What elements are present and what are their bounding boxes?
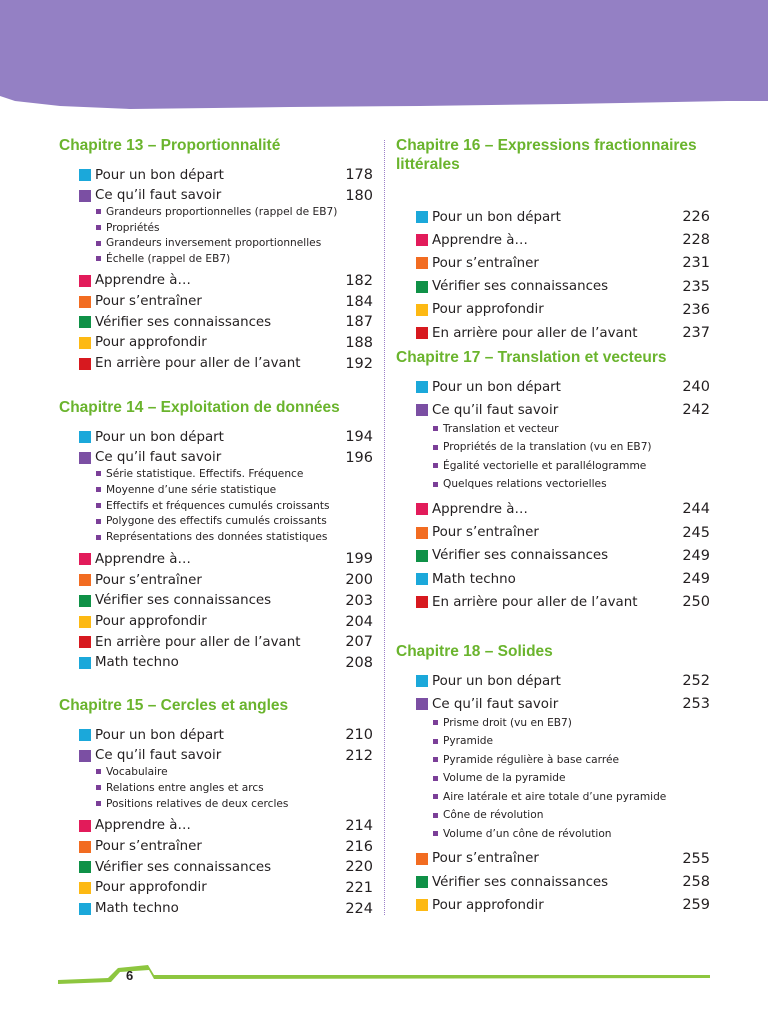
toc-entry-pour-s-entrainer[interactable] <box>79 292 373 312</box>
entry-label: En arrière pour aller de l’avant <box>95 634 301 650</box>
green-square-icon <box>79 861 91 873</box>
entry-label: Ce qu’il faut savoir <box>95 748 222 764</box>
subtopic-label: Relations entre angles et arcs <box>106 781 264 794</box>
entry-label: Vérifier ses connaissances <box>432 279 609 295</box>
entry-page-number: 194 <box>345 429 373 445</box>
subtopic-label: Aire latérale et aire totale d’une pyramide <box>443 790 667 803</box>
entry-page-number: 192 <box>345 355 373 372</box>
yellow-square-icon <box>416 899 428 911</box>
entry-label: Pour s’entraîner <box>432 525 539 541</box>
entry-page-number: 204 <box>345 613 373 630</box>
cyan-square-icon <box>416 381 428 393</box>
chapter-17 <box>396 348 710 611</box>
purple-square-icon <box>416 404 428 416</box>
yellow-square-icon <box>79 616 91 628</box>
entry-page-number: 196 <box>345 449 373 466</box>
toc-entry-pour-approfondir[interactable] <box>79 612 373 632</box>
entry-page-number: 253 <box>682 696 710 713</box>
subtopic-item[interactable] <box>433 752 619 767</box>
entry-page-number: 252 <box>682 673 710 689</box>
entry-page-number: 182 <box>345 272 373 289</box>
entry-label: En arrière pour aller de l’avant <box>432 325 638 341</box>
pink-square-icon <box>79 820 91 832</box>
orange-square-icon <box>416 527 428 539</box>
entry-page-number: 200 <box>345 572 373 589</box>
purple-bullet-icon <box>433 757 438 762</box>
subtopic-item[interactable] <box>433 458 646 473</box>
entry-label: Math techno <box>95 655 179 671</box>
orange-square-icon <box>79 296 91 308</box>
entry-page-number: 242 <box>682 402 710 419</box>
toc-entry-en-arriere-pour-aller-de-l-avant[interactable] <box>416 323 710 343</box>
chapter-title[interactable]: Chapitre 14 – Exploitation de données <box>59 399 340 416</box>
toc-entry-verifier-ses-connaissances[interactable] <box>416 277 710 297</box>
chapter-13 <box>59 136 373 372</box>
toc-entry-en-arriere-pour-aller-de-l-avant[interactable] <box>416 592 710 612</box>
entry-label: Ce qu’il faut savoir <box>95 188 222 204</box>
entry-label: Pour un bon départ <box>95 429 224 445</box>
purple-bullet-icon <box>433 831 438 836</box>
entry-page-number: 255 <box>682 850 710 867</box>
entry-label: Pour un bon départ <box>432 209 561 225</box>
subtopic-label: Volume de la pyramide <box>443 772 566 785</box>
toc-entry-verifier-ses-connaissances[interactable] <box>79 857 373 877</box>
subtopic-item[interactable] <box>433 771 566 786</box>
red-square-icon <box>416 596 428 608</box>
toc-entry-pour-s-entrainer[interactable] <box>79 837 373 857</box>
subtopic-label: Volume d’un cône de révolution <box>443 827 612 840</box>
subtopic-item[interactable] <box>96 498 330 513</box>
subtopic-label: Polygone des effectifs cumulés croissants <box>106 515 327 528</box>
entry-label: Pour s’entraîner <box>95 839 202 854</box>
cyan-square-icon <box>79 903 91 915</box>
entry-label: Pour un bon départ <box>95 167 224 183</box>
entry-page-number: 212 <box>345 747 373 764</box>
subtopic-item[interactable] <box>433 826 612 841</box>
subtopic-item[interactable] <box>96 780 264 795</box>
purple-bullet-icon <box>433 776 438 781</box>
purple-bullet-icon <box>96 209 101 214</box>
entry-label: Math techno <box>432 571 516 587</box>
pink-square-icon <box>79 275 91 287</box>
entry-label: Pour un bon départ <box>432 673 561 689</box>
entry-label: Pour s’entraîner <box>432 851 539 867</box>
entry-page-number: 214 <box>345 817 373 834</box>
purple-bullet-icon <box>433 739 438 744</box>
toc-entry-apprendre-a[interactable] <box>416 499 710 519</box>
green-square-icon <box>79 316 91 328</box>
pink-square-icon <box>79 553 91 565</box>
subtopic-label: Série statistique. Effectifs. Fréquence <box>106 467 304 480</box>
page-number: 6 <box>126 968 134 983</box>
cyan-square-icon <box>416 211 428 223</box>
toc-entry-pour-un-bon-depart[interactable] <box>79 725 373 745</box>
footer-swoosh <box>0 955 768 995</box>
toc-entry-pour-s-entrainer[interactable] <box>79 570 373 590</box>
subtopic-label: Effectifs et fréquences cumulés croissants <box>106 499 330 512</box>
subtopic-label: Échelle (rappel de EB7) <box>106 252 231 265</box>
subtopic-item[interactable] <box>96 764 168 779</box>
subtopic-item[interactable] <box>433 808 543 823</box>
entry-page-number: 210 <box>345 727 373 743</box>
purple-bullet-icon <box>96 785 101 790</box>
entry-page-number: 178 <box>345 167 373 183</box>
entry-page-number: 237 <box>682 325 710 341</box>
subtopic-item[interactable] <box>433 734 493 749</box>
purple-bullet-icon <box>433 426 438 431</box>
toc-entry-pour-s-entrainer[interactable] <box>416 253 710 273</box>
purple-bullet-icon <box>96 535 101 540</box>
purple-bullet-icon <box>433 794 438 799</box>
purple-square-icon <box>79 750 91 762</box>
entry-label: Ce qu’il faut savoir <box>432 402 559 418</box>
toc-entry-ce-qu-il-faut-savoir[interactable] <box>79 448 373 468</box>
purple-bullet-icon <box>433 813 438 818</box>
purple-square-icon <box>79 190 91 202</box>
toc-entry-en-arriere-pour-aller-de-l-avant[interactable] <box>79 354 373 374</box>
subtopic-item[interactable] <box>96 236 321 251</box>
chapter-18 <box>396 642 710 914</box>
entry-page-number: 224 <box>345 900 373 917</box>
orange-square-icon <box>79 574 91 586</box>
entry-label: Pour approfondir <box>95 614 207 629</box>
subtopic-item[interactable] <box>96 482 276 497</box>
purple-square-icon <box>416 698 428 710</box>
entry-page-number: 259 <box>682 897 710 914</box>
entry-label: Pour s’entraîner <box>95 572 202 588</box>
toc-entry-pour-s-entrainer[interactable] <box>416 523 710 543</box>
toc-entry-math-techno[interactable] <box>79 899 373 919</box>
toc-entry-pour-un-bon-depart[interactable] <box>79 165 373 185</box>
purple-bullet-icon <box>433 720 438 725</box>
chapter-title[interactable]: Chapitre 13 – Proportionnalité <box>59 137 281 154</box>
entry-page-number: 184 <box>345 293 373 310</box>
green-square-icon <box>79 595 91 607</box>
cyan-square-icon <box>79 431 91 443</box>
entry-page-number: 235 <box>682 278 710 295</box>
pink-square-icon <box>416 503 428 515</box>
cyan-square-icon <box>79 729 91 741</box>
toc-entry-pour-un-bon-depart[interactable] <box>416 377 710 397</box>
entry-page-number: 221 <box>345 879 373 896</box>
toc-entry-pour-approfondir[interactable] <box>416 300 710 320</box>
toc-entry-pour-approfondir[interactable] <box>416 895 710 915</box>
entry-label: Apprendre à… <box>95 273 191 289</box>
subtopic-item[interactable] <box>96 466 303 481</box>
subtopic-label: Représentations des données statistiques <box>106 531 328 544</box>
entry-label: Pour un bon départ <box>95 727 224 743</box>
entry-label: Pour approfondir <box>95 880 207 896</box>
subtopic-label: Moyenne d’une série statistique <box>106 483 277 496</box>
cyan-square-icon <box>416 573 428 585</box>
green-square-icon <box>416 550 428 562</box>
entry-label: Apprendre à… <box>432 232 528 248</box>
chapter-16 <box>396 136 710 341</box>
entry-page-number: 228 <box>682 232 710 249</box>
subtopic-label: Vocabulaire <box>106 765 168 778</box>
yellow-square-icon <box>79 882 91 894</box>
subtopic-label: Positions relatives de deux cercles <box>106 797 289 810</box>
purple-bullet-icon <box>96 769 101 774</box>
entry-page-number: 258 <box>682 874 710 891</box>
purple-square-icon <box>79 452 91 464</box>
entry-label: En arrière pour aller de l’avant <box>432 594 638 610</box>
entry-label: Vérifier ses connaissances <box>95 859 272 875</box>
toc-entry-verifier-ses-connaissances[interactable] <box>416 872 710 892</box>
subtopic-label: Quelques relations vectorielles <box>443 478 607 491</box>
toc-entry-pour-un-bon-depart[interactable] <box>416 207 710 227</box>
entry-label: Vérifier ses connaissances <box>95 593 272 609</box>
subtopic-item[interactable] <box>433 715 572 730</box>
toc-entry-math-techno[interactable] <box>416 569 710 589</box>
subtopic-label: Propriétés <box>106 221 160 234</box>
purple-bullet-icon <box>96 241 101 246</box>
entry-page-number: 203 <box>345 592 373 609</box>
entry-label: Math techno <box>95 901 179 917</box>
entry-page-number: 180 <box>345 187 373 204</box>
subtopic-label: Pyramide <box>443 735 494 748</box>
entry-page-number: 249 <box>682 547 710 564</box>
entry-page-number: 245 <box>682 524 710 541</box>
toc-entry-apprendre-a[interactable] <box>79 271 373 291</box>
chapter-15 <box>59 696 373 917</box>
entry-label: Pour approfondir <box>95 335 207 351</box>
toc-entry-ce-qu-il-faut-savoir[interactable] <box>416 694 710 714</box>
entry-page-number: 220 <box>345 859 373 876</box>
subtopic-label: Égalité vectorielle et parallélogramme <box>443 459 647 472</box>
entry-page-number: 226 <box>682 209 710 225</box>
entry-page-number: 216 <box>345 838 373 855</box>
entry-label: Pour un bon départ <box>432 379 561 395</box>
purple-bullet-icon <box>96 801 101 806</box>
purple-bullet-icon <box>433 463 438 468</box>
orange-square-icon <box>416 257 428 269</box>
cyan-square-icon <box>416 675 428 687</box>
subtopic-label: Prisme droit (vu en EB7) <box>443 716 572 729</box>
toc-entry-apprendre-a[interactable] <box>79 816 373 836</box>
toc-entry-ce-qu-il-faut-savoir[interactable] <box>416 400 710 420</box>
entry-label: En arrière pour aller de l’avant <box>95 356 301 372</box>
subtopic-item[interactable] <box>96 251 230 266</box>
subtopic-item[interactable] <box>96 514 327 529</box>
yellow-square-icon <box>416 304 428 316</box>
purple-bullet-icon <box>96 471 101 476</box>
red-square-icon <box>79 358 91 370</box>
subtopic-item[interactable] <box>433 477 607 492</box>
toc-entry-pour-s-entrainer[interactable] <box>416 849 710 869</box>
cyan-square-icon <box>79 169 91 181</box>
entry-label: Apprendre à… <box>432 501 528 517</box>
entry-page-number: 240 <box>682 379 710 395</box>
entry-label: Ce qu’il faut savoir <box>95 450 222 466</box>
entry-label: Pour approfondir <box>432 897 544 913</box>
entry-page-number: 244 <box>682 501 710 518</box>
chapter-14 <box>59 398 373 671</box>
subtopic-label: Grandeurs inversement proportionnelles <box>106 237 322 250</box>
green-square-icon <box>416 281 428 293</box>
orange-square-icon <box>416 853 428 865</box>
pink-square-icon <box>416 234 428 246</box>
subtopic-label: Pyramide régulière à base carrée <box>443 753 619 766</box>
subtopic-label: Translation et vecteur <box>443 422 559 435</box>
toc-entry-pour-approfondir[interactable] <box>79 333 373 353</box>
purple-bullet-icon <box>96 503 101 508</box>
toc-entry-en-arriere-pour-aller-de-l-avant[interactable] <box>79 632 373 652</box>
entry-label: Apprendre à… <box>95 818 191 834</box>
subtopic-item[interactable] <box>96 796 288 811</box>
cyan-square-icon <box>79 657 91 669</box>
purple-bullet-icon <box>433 445 438 450</box>
purple-bullet-icon <box>433 482 438 487</box>
toc-entry-verifier-ses-connaissances[interactable] <box>79 591 373 611</box>
subtopic-label: Grandeurs proportionnelles (rappel de EB7) <box>106 205 338 218</box>
subtopic-item[interactable] <box>96 220 160 235</box>
entry-page-number: 249 <box>682 571 710 587</box>
toc-entry-verifier-ses-connaissances[interactable] <box>416 546 710 566</box>
entry-page-number: 236 <box>682 301 710 318</box>
entry-page-number: 231 <box>682 255 710 272</box>
subtopic-label: Cône de révolution <box>443 809 544 822</box>
chapter-title[interactable]: Chapitre 17 – Translation et vecteurs <box>396 349 667 366</box>
column-divider <box>384 140 385 915</box>
entry-page-number: 250 <box>682 594 710 611</box>
purple-bullet-icon <box>96 256 101 261</box>
entry-page-number: 199 <box>345 551 373 568</box>
subtopic-item[interactable] <box>433 440 652 455</box>
chapter-title[interactable]: Chapitre 16 – Expressions fractionnaires littérales <box>396 137 697 173</box>
toc-entry-verifier-ses-connaissances[interactable] <box>79 312 373 332</box>
orange-square-icon <box>79 841 91 853</box>
purple-bullet-icon <box>96 519 101 524</box>
entry-page-number: 207 <box>345 634 373 651</box>
subtopic-item[interactable] <box>96 204 337 219</box>
yellow-square-icon <box>79 337 91 349</box>
header-banner <box>0 0 768 115</box>
purple-bullet-icon <box>96 487 101 492</box>
toc-entry-pour-un-bon-depart[interactable] <box>79 427 373 447</box>
entry-label: Pour s’entraîner <box>432 255 539 271</box>
toc-entry-ce-qu-il-faut-savoir[interactable] <box>79 186 373 206</box>
entry-label: Vérifier ses connaissances <box>432 548 609 564</box>
green-square-icon <box>416 876 428 888</box>
entry-label: Ce qu’il faut savoir <box>432 696 559 712</box>
subtopic-item[interactable] <box>96 530 327 545</box>
subtopic-label: Propriétés de la translation (vu en EB7) <box>443 441 652 454</box>
toc-entry-pour-approfondir[interactable] <box>79 878 373 898</box>
toc-entry-math-techno[interactable] <box>79 653 373 673</box>
toc-entry-ce-qu-il-faut-savoir[interactable] <box>79 746 373 766</box>
entry-label: Apprendre à… <box>95 551 191 567</box>
entry-label: Pour s’entraîner <box>95 294 202 309</box>
subtopic-item[interactable] <box>433 789 666 804</box>
entry-page-number: 187 <box>345 314 373 331</box>
chapter-title[interactable]: Chapitre 15 – Cercles et angles <box>59 697 289 714</box>
toc-entry-pour-un-bon-depart[interactable] <box>416 671 710 691</box>
toc-entry-apprendre-a[interactable] <box>416 230 710 250</box>
subtopic-item[interactable] <box>433 421 558 436</box>
toc-entry-apprendre-a[interactable] <box>79 549 373 569</box>
entry-label: Vérifier ses connaissances <box>95 314 272 330</box>
entry-page-number: 208 <box>345 654 373 671</box>
purple-bullet-icon <box>96 225 101 230</box>
entry-label: Pour approfondir <box>432 302 544 318</box>
entry-page-number: 188 <box>345 334 373 351</box>
red-square-icon <box>79 636 91 648</box>
red-square-icon <box>416 327 428 339</box>
chapter-title[interactable]: Chapitre 18 – Solides <box>396 643 553 660</box>
entry-label: Vérifier ses connaissances <box>432 874 609 890</box>
